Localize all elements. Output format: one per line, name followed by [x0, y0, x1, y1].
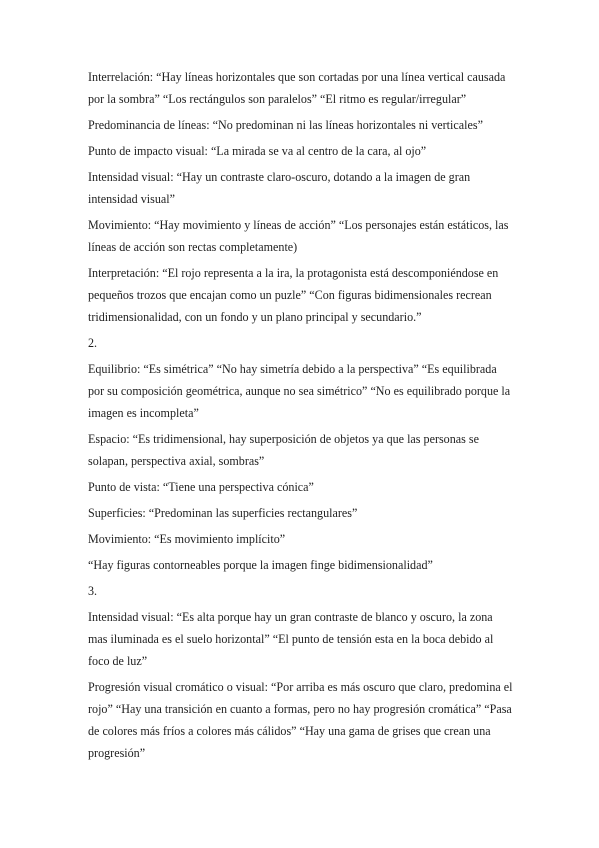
paragraph-espacio: Espacio: “Es tridimensional, hay superposición de objetos ya que las personas se solapan, perspectiva axial, sombras”	[88, 432, 479, 468]
paragraph-intensidad-visual: Intensidad visual: “Hay un contraste claro-oscuro, dotando a la imagen de gran intensidad visual”	[88, 170, 471, 206]
paragraph-progresion-visual: Progresión visual cromático o visual: “Por arriba es más oscuro que claro, predomina el rojo” “Hay una transición en cuanto a formas, pero no hay progresión cromática” “Pasa de colores más fríos a colores más cálidos” “Hay una gama de grises que crean una progresión”	[88, 680, 513, 760]
paragraph-interrelacion: Interrelación: “Hay líneas horizontales que son cortadas por una línea vertical causada por la sombra” “Los rectángulos son paralelos” “El ritmo es regular/irregular”	[88, 70, 506, 106]
section-number-3: 3.	[88, 584, 98, 598]
paragraph-punto-vista: Punto de vista: “Tiene una perspectiva cónica”	[88, 480, 314, 494]
paragraph-predominancia-lineas: Predominancia de líneas: “No predominan ni las líneas horizontales ni verticales”	[88, 118, 483, 132]
paragraph-intensidad-visual-alta: Intensidad visual: “Es alta porque hay un gran contraste de blanco y oscuro, la zona mas iluminada es el suelo horizontal” “El punto de tensión esta en la boca debido al foco de luz”	[88, 610, 494, 668]
paragraph-figuras-contorneables: “Hay figuras contorneables porque la imagen finge bidimensionalidad”	[88, 558, 433, 572]
section-number-2: 2.	[88, 336, 98, 350]
paragraph-punto-impacto: Punto de impacto visual: “La mirada se va al centro de la cara, al ojo”	[88, 144, 427, 158]
paragraph-movimiento-implicito: Movimiento: “Es movimiento implícito”	[88, 532, 286, 546]
paragraph-interpretacion: Interpretación: “El rojo representa a la ira, la protagonista está descomponiéndose en pequeños trozos que encajan como un puzle” “Con figuras bidimensionales recrean tridimensionalidad, con un fondo y un plano principal y secundario.”	[88, 266, 499, 324]
paragraph-movimiento: Movimiento: “Hay movimiento y líneas de acción” “Los personajes están estáticos, las líneas de acción son rectas completamente)	[88, 218, 509, 254]
paragraph-superficies: Superficies: “Predominan las superficies rectangulares”	[88, 506, 358, 520]
document-body	[88, 66, 514, 768]
paragraph-equilibrio: Equilibrio: “Es simétrica” “No hay simetría debido a la perspectiva” “Es equilibrada por su composición geométrica, aunque no sea simétrico” “No es equilibrado porque la imagen es incompleta”	[88, 362, 511, 420]
